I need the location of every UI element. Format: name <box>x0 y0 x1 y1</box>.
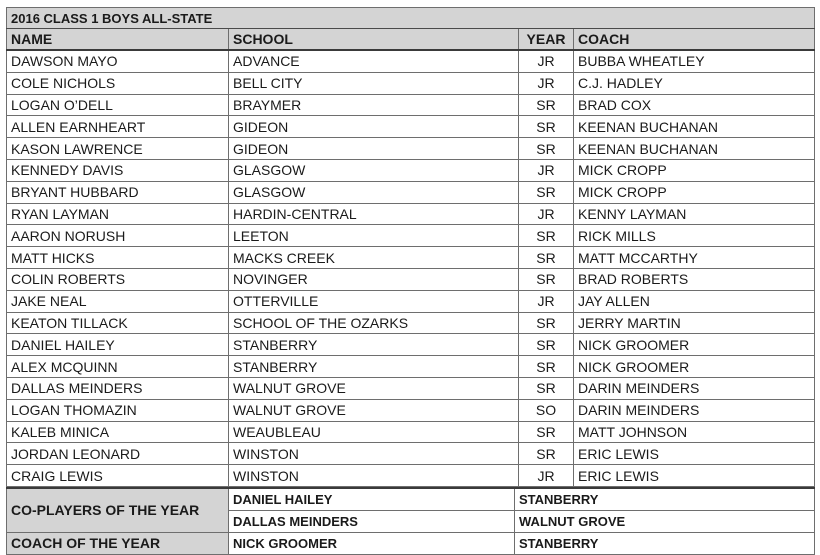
poy-2-school: WALNUT GROVE <box>515 510 815 532</box>
school-name: NOVINGER <box>229 268 519 290</box>
coy-name: NICK GROOMER <box>229 532 515 554</box>
school-name: GIDEON <box>229 116 519 138</box>
coach-name: MATT JOHNSON <box>574 421 815 443</box>
player-name: JORDAN LEONARD <box>7 443 229 465</box>
table-row <box>7 159 815 181</box>
class-year: JR <box>519 290 574 312</box>
coach-name: NICK GROOMER <box>574 356 815 378</box>
table-row <box>7 421 815 443</box>
table-row <box>7 225 815 247</box>
awards-table <box>6 487 815 555</box>
school-name: STANBERRY <box>229 334 519 356</box>
coach-name: MICK CROPP <box>574 181 815 203</box>
player-name: BRYANT HUBBARD <box>7 181 229 203</box>
coach-name: KENNY LAYMAN <box>574 203 815 225</box>
school-name: WALNUT GROVE <box>229 377 519 399</box>
school-name: SCHOOL OF THE OZARKS <box>229 312 519 334</box>
player-name: DANIEL HAILEY <box>7 334 229 356</box>
class-year: JR <box>519 465 574 487</box>
coy-school: STANBERRY <box>515 532 815 554</box>
player-name: DAWSON MAYO <box>7 50 229 72</box>
header-coach: COACH <box>574 29 815 51</box>
coach-name: BUBBA WHEATLEY <box>574 50 815 72</box>
class-year: SR <box>519 356 574 378</box>
coach-name: BRAD ROBERTS <box>574 268 815 290</box>
table-row <box>7 356 815 378</box>
school-name: WINSTON <box>229 465 519 487</box>
player-name: COLE NICHOLS <box>7 72 229 94</box>
player-name: LOGAN O’DELL <box>7 94 229 116</box>
coach-name: C.J. HADLEY <box>574 72 815 94</box>
school-name: BELL CITY <box>229 72 519 94</box>
coach-name: JAY ALLEN <box>574 290 815 312</box>
class-year: SR <box>519 443 574 465</box>
player-name: ALEX MCQUINN <box>7 356 229 378</box>
coy-row <box>7 532 815 554</box>
coach-name: DARIN MEINDERS <box>574 377 815 399</box>
player-name: CRAIG LEWIS <box>7 465 229 487</box>
class-year: JR <box>519 50 574 72</box>
coach-name: NICK GROOMER <box>574 334 815 356</box>
school-name: HARDIN-CENTRAL <box>229 203 519 225</box>
school-name: ADVANCE <box>229 50 519 72</box>
table-row <box>7 181 815 203</box>
header-name: NAME <box>7 29 229 51</box>
poy-row-1 <box>7 488 815 511</box>
class-year: SR <box>519 94 574 116</box>
table-row <box>7 465 815 487</box>
class-year: JR <box>519 72 574 94</box>
player-name: COLIN ROBERTS <box>7 268 229 290</box>
poy-1-name: DANIEL HAILEY <box>229 488 515 511</box>
poy-2-name: DALLAS MEINDERS <box>229 510 515 532</box>
player-name: RYAN LAYMAN <box>7 203 229 225</box>
header-year: YEAR <box>519 29 574 51</box>
coach-name: MICK CROPP <box>574 159 815 181</box>
school-name: LEETON <box>229 225 519 247</box>
title-row <box>7 8 815 29</box>
school-name: WINSTON <box>229 443 519 465</box>
school-name: STANBERRY <box>229 356 519 378</box>
table-row <box>7 334 815 356</box>
player-name: LOGAN THOMAZIN <box>7 399 229 421</box>
table-row <box>7 312 815 334</box>
class-year: SR <box>519 247 574 269</box>
class-year: SR <box>519 312 574 334</box>
class-year: JR <box>519 203 574 225</box>
table-row <box>7 116 815 138</box>
coach-name: JERRY MARTIN <box>574 312 815 334</box>
coach-name: DARIN MEINDERS <box>574 399 815 421</box>
table-row <box>7 443 815 465</box>
school-name: GLASGOW <box>229 181 519 203</box>
all-state-sheet <box>6 7 814 555</box>
table-row <box>7 138 815 160</box>
coach-name: ERIC LEWIS <box>574 465 815 487</box>
player-name: KASON LAWRENCE <box>7 138 229 160</box>
class-year: SO <box>519 399 574 421</box>
class-year: SR <box>519 268 574 290</box>
player-name: KALEB MINICA <box>7 421 229 443</box>
class-year: SR <box>519 334 574 356</box>
coach-name: RICK MILLS <box>574 225 815 247</box>
class-year: SR <box>519 225 574 247</box>
poy-1-school: STANBERRY <box>515 488 815 511</box>
table-row <box>7 247 815 269</box>
player-name: KENNEDY DAVIS <box>7 159 229 181</box>
school-name: BRAYMER <box>229 94 519 116</box>
table-row <box>7 399 815 421</box>
player-name: ALLEN EARNHEART <box>7 116 229 138</box>
coach-name: MATT MCCARTHY <box>574 247 815 269</box>
player-name: DALLAS MEINDERS <box>7 377 229 399</box>
table-row <box>7 290 815 312</box>
school-name: MACKS CREEK <box>229 247 519 269</box>
table-row <box>7 268 815 290</box>
school-name: GLASGOW <box>229 159 519 181</box>
school-name: WEAUBLEAU <box>229 421 519 443</box>
school-name: GIDEON <box>229 138 519 160</box>
player-name: MATT HICKS <box>7 247 229 269</box>
school-name: OTTERVILLE <box>229 290 519 312</box>
table-row <box>7 50 815 72</box>
table-title: 2016 CLASS 1 BOYS ALL-STATE <box>7 8 815 29</box>
class-year: SR <box>519 421 574 443</box>
class-year: JR <box>519 159 574 181</box>
table-row <box>7 377 815 399</box>
coach-name: KEENAN BUCHANAN <box>574 116 815 138</box>
coach-name: BRAD COX <box>574 94 815 116</box>
class-year: SR <box>519 138 574 160</box>
header-school: SCHOOL <box>229 29 519 51</box>
player-name: AARON NORUSH <box>7 225 229 247</box>
coy-label: COACH OF THE YEAR <box>7 532 229 554</box>
player-name: KEATON TILLACK <box>7 312 229 334</box>
table-row <box>7 203 815 225</box>
roster-table <box>6 7 815 487</box>
school-name: WALNUT GROVE <box>229 399 519 421</box>
poy-label: CO-PLAYERS OF THE YEAR <box>7 488 229 533</box>
coach-name: KEENAN BUCHANAN <box>574 138 815 160</box>
class-year: SR <box>519 181 574 203</box>
class-year: SR <box>519 116 574 138</box>
coach-name: ERIC LEWIS <box>574 443 815 465</box>
player-name: JAKE NEAL <box>7 290 229 312</box>
header-row <box>7 29 815 51</box>
table-row <box>7 94 815 116</box>
table-row <box>7 72 815 94</box>
class-year: SR <box>519 377 574 399</box>
